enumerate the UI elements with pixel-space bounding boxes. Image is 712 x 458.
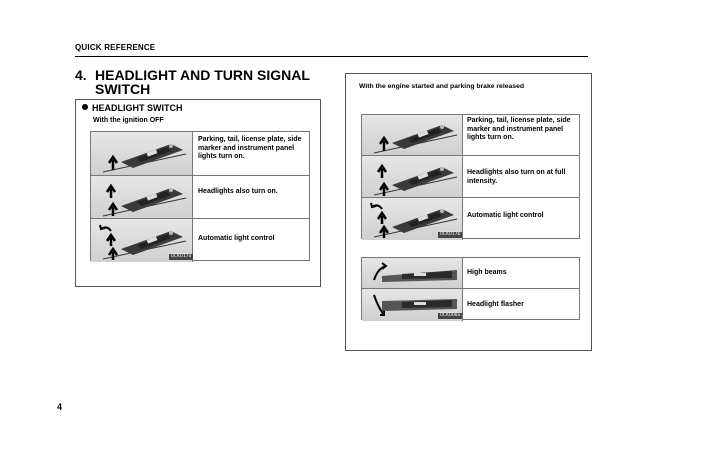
panel-subheading: With the ignition OFF (93, 117, 164, 124)
switch-table (361, 114, 580, 239)
panel-note: With the engine started and parking brake released (359, 83, 524, 90)
page-number: 4 (57, 402, 63, 412)
title-line-2: SWITCH (95, 81, 151, 97)
arrow-up-icon (378, 166, 386, 178)
switch-table (90, 131, 310, 261)
switch-illustration (91, 176, 193, 218)
arrow-up-icon (380, 138, 388, 151)
title-number: 4. (75, 67, 87, 83)
arrow-curved-icon (371, 203, 382, 209)
headlight-switch-panel (75, 99, 321, 287)
switch-illustration (91, 132, 193, 175)
table-row (362, 289, 579, 321)
switch-stalk-icon (392, 167, 454, 191)
switch-stalk-icon (392, 125, 454, 149)
row-description: Automatic light control (198, 235, 275, 242)
switch-stalk-icon (121, 144, 183, 168)
switch-illustration (362, 115, 463, 155)
switch-stalk-icon (382, 299, 457, 311)
image-code: 0CK017a (171, 254, 192, 259)
row-description: Automatic light control (467, 212, 544, 219)
arrow-up-icon (107, 186, 115, 198)
image-code: 0CK008a (440, 313, 461, 318)
row-description: Parking, tail, license plate, side marker and instrument panel lights turn on. (467, 117, 571, 141)
bullet-icon (82, 104, 88, 110)
switch-stalk-icon (392, 209, 454, 233)
panel-heading (82, 103, 183, 113)
arrow-up-icon (378, 213, 386, 224)
table-row (362, 198, 579, 240)
table-row (91, 176, 309, 219)
arrow-up-icon (109, 249, 117, 260)
row-description: Headlight flasher (467, 301, 524, 308)
table-row (362, 156, 579, 198)
switch-illustration (362, 156, 463, 197)
row-description: High beams (467, 269, 507, 276)
switch-stalk-icon (121, 188, 183, 212)
table-row (91, 132, 309, 176)
row-description: Headlights also turn on. (198, 188, 278, 195)
arrow-curved-icon (100, 225, 111, 231)
table-row (362, 115, 579, 156)
table-row (91, 219, 309, 262)
beam-table (361, 257, 580, 320)
image-code: 0CK017b (440, 232, 461, 237)
arrow-up-icon (380, 227, 388, 238)
switch-stalk-icon (382, 270, 457, 282)
beam-illustration (362, 258, 463, 288)
switch-stalk-icon (121, 231, 183, 255)
title-line-1: HEADLIGHT AND TURN SIGNAL (95, 67, 310, 83)
section-header: QUICK REFERENCE (75, 43, 156, 52)
engine-started-panel (345, 73, 592, 351)
arrow-up-icon (107, 235, 115, 246)
arrow-up-icon (380, 184, 388, 196)
arrow-up-icon (109, 157, 117, 170)
row-description: Headlights also turn on at full intensity. (467, 169, 566, 185)
header-rule (75, 56, 588, 57)
row-description: Parking, tail, license plate, side marker and instrument panel lights turn on. (198, 136, 302, 160)
table-row (362, 258, 579, 289)
panel-heading-text: HEADLIGHT SWITCH (92, 103, 183, 113)
